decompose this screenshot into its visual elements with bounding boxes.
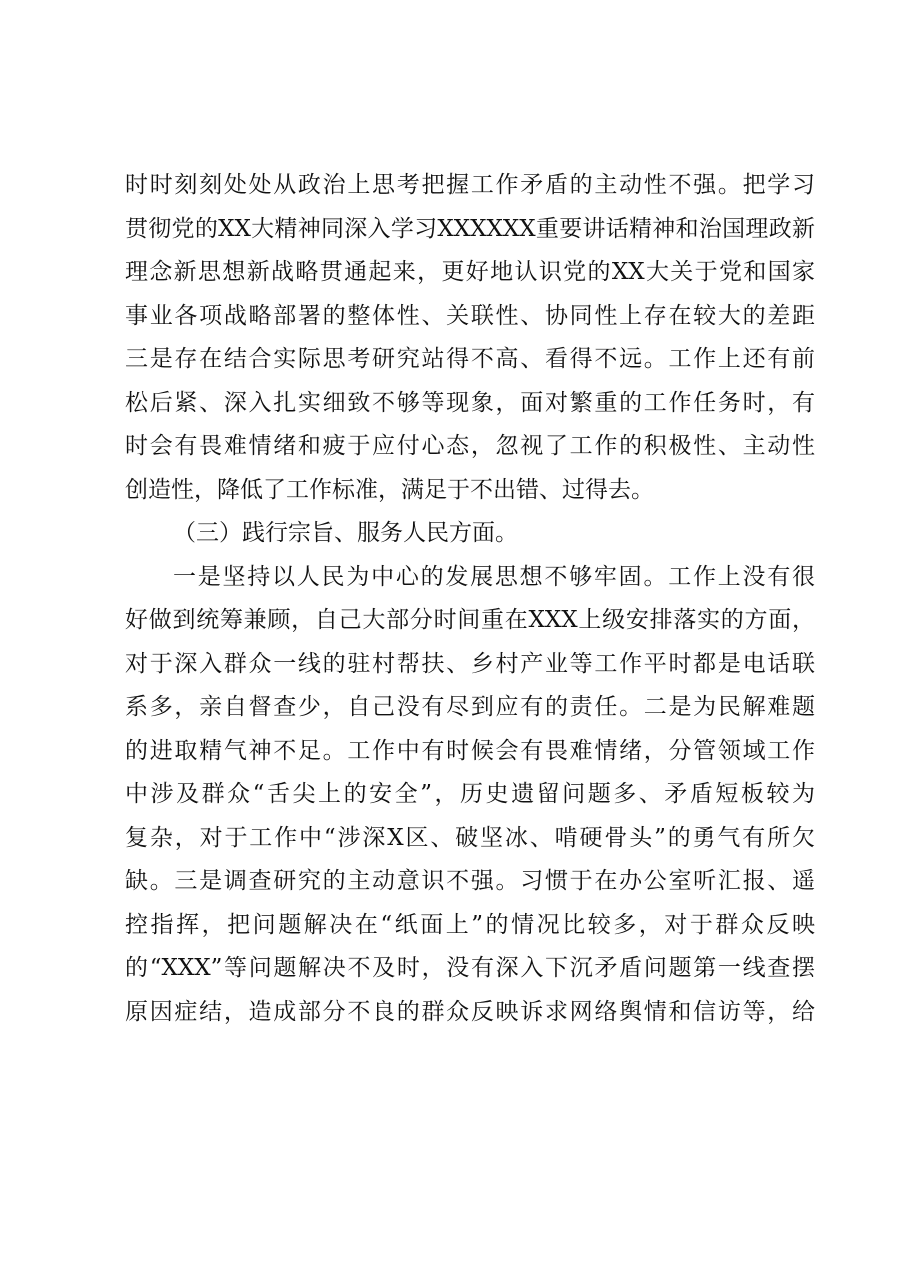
text-line: 松后紧、深入扎实细致不够等现象，面对繁重的工作任务时，有 — [125, 389, 815, 416]
text-line: 贯彻党的XX大精神同深入学习XXXXXX重要讲话精神和治国理政新 — [125, 215, 815, 242]
text-line: 的进取精气神不足。工作中有时候会有畏难情绪，分管领域工作 — [125, 737, 815, 764]
text-line: 复杂，对于工作中“涉深X区、破坚冰、啃硬骨头”的勇气有所欠 — [125, 824, 815, 851]
body-text — [125, 164, 815, 1034]
text-line: 好做到统筹兼顾，自己大部分时间重在XXX上级安排落实的方面， — [125, 607, 815, 633]
text-line: 时会有畏难情绪和疲于应付心态，忽视了工作的积极性、主动性 — [125, 433, 815, 459]
text-line: 三是存在结合实际思考研究站得不高、看得不远。工作上还有前 — [125, 346, 815, 372]
text-line: 缺。三是调查研究的主动意识不强。习惯于在办公室听汇报、遥 — [125, 868, 815, 894]
text-line: 创造性，降低了工作标准，满足于不出错、过得去。 — [125, 476, 654, 503]
text-line: 一是坚持以人民为中心的发展思想不够牢固。工作上没有很 — [173, 563, 815, 590]
section-heading: （三）践行宗旨、服务人民方面。 — [173, 520, 518, 546]
text-line: 控指挥，把问题解决在“纸面上”的情况比较多，对于群众反映 — [125, 911, 815, 938]
text-line: 系多，亲自督查少，自己没有尽到应有的责任。二是为民解难题 — [125, 694, 815, 720]
text-line: 对于深入群众一线的驻村帮扶、乡村产业等工作平时都是电话联 — [125, 650, 815, 677]
text-line: 的“XXX”等问题解决不及时，没有深入下沉矛盾问题第一线查摆 — [125, 955, 815, 981]
text-line: 中涉及群众“舌尖上的安全”，历史遗留问题多、矛盾短板较为 — [125, 781, 815, 807]
text-line: 理念新思想新战略贯通起来，更好地认识党的XX大关于党和国家 — [125, 259, 815, 285]
text-line: 原因症结，造成部分不良的群众反映诉求网络舆情和信访等，给 — [125, 998, 815, 1025]
text-line: 时时刻刻处处从政治上思考把握工作矛盾的主动性不强。把学习 — [125, 172, 815, 198]
text-line: 事业各项战略部署的整体性、关联性、协同性上存在较大的差距 — [125, 302, 815, 329]
